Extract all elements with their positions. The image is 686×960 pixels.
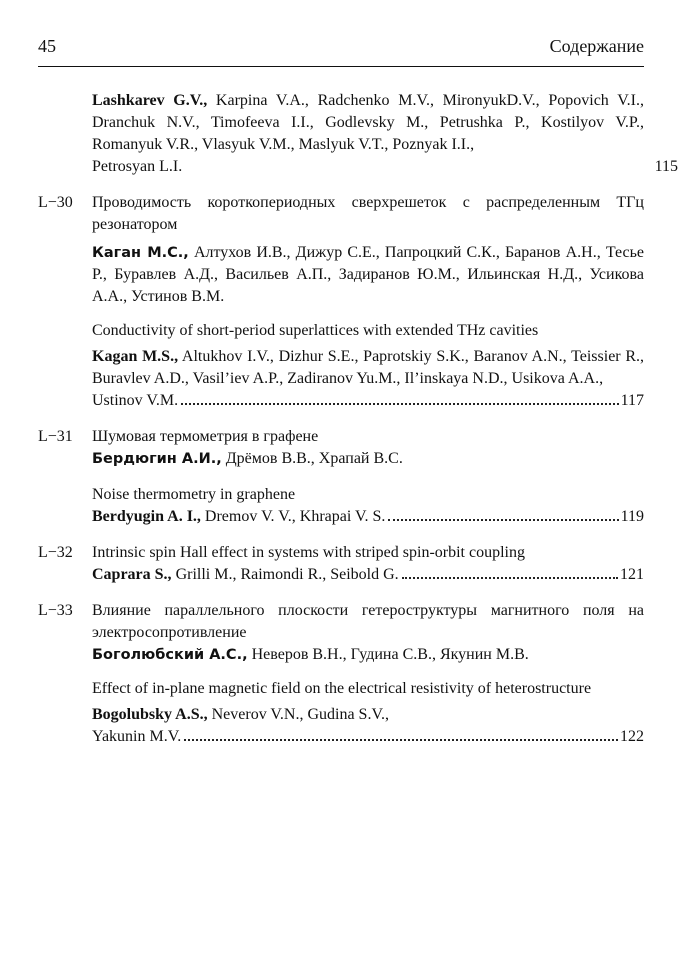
english-title: Noise thermometry in graphene [92, 486, 296, 503]
authors-rest: Karpina V.A., Radchenko M.V., MironyukD.V., Popovich V.I., Dranchuk N.V., Timofeeva I.I., Godlevsky M., Petrushka P., Kostilyov V.P., Romanyuk V.R., Vlasyuk V.M., Maslyuk V.T., Poznyak I.I., [92, 92, 645, 153]
entry-code: L−30 [38, 194, 73, 211]
authors-rest: Неверов В.Н., Гудина С.В., Якунин М.В. [251, 646, 529, 663]
running-header [38, 36, 644, 64]
first-author: Caprara S., [92, 566, 172, 583]
authors-rest: Дрёмов В.В., Храпай В.С. [225, 450, 403, 467]
authors-rest: Altukhov I.V., Dizhur S.E., Paprotskiy S.K., Baranov A.N., Teissier R., Buravlev A.D., Vasil’iev A.P., Zadiranov Yu.M., Il’inskaya N.D., Usikova A.A., [92, 348, 645, 387]
russian-authors [92, 242, 644, 308]
toc-entry [38, 192, 644, 412]
entry-page-number: 122 [620, 728, 644, 745]
first-author: Lashkarev G.V., [92, 92, 208, 109]
english-authors [92, 564, 644, 586]
authors-last-line: Petrosyan L.I. [92, 158, 183, 175]
section-title: Содержание [549, 36, 644, 56]
first-author: Каган М.С., [92, 245, 189, 261]
header-rule [38, 66, 644, 67]
english-authors [92, 506, 644, 528]
english-authors [92, 90, 678, 178]
page-number: 45 [38, 36, 56, 56]
authors-rest: Neverov V.N., Gudina S.V., [211, 706, 389, 723]
english-authors [92, 704, 644, 726]
entry-page-number: 121 [620, 566, 644, 583]
english-title: Effect of in-plane magnetic field on the electrical resistivity of heterostructure [92, 680, 592, 697]
first-author: Bogolubsky A.S., [92, 706, 208, 723]
toc-entry [38, 542, 644, 586]
entry-code: L−32 [38, 544, 73, 561]
russian-title: Проводимость короткопериодных сверхрешеток с распределенным ТГц резонатором [92, 194, 644, 233]
entry-code: L−33 [38, 602, 73, 619]
entry-code: L−31 [38, 428, 73, 445]
toc-entry [38, 600, 644, 748]
russian-authors [92, 448, 644, 470]
first-author: Бердюгин А.И., [92, 451, 222, 467]
dot-leader [402, 577, 618, 579]
russian-authors [92, 644, 644, 666]
russian-title: Влияние параллельного плоскости гетероструктуры магнитного поля на электросопротивление [92, 602, 644, 641]
english-title: Intrinsic spin Hall effect in systems with striped spin-orbit coupling [92, 544, 525, 561]
entry-page-number: 117 [620, 392, 644, 409]
first-author: Berdyugin A. I., [92, 508, 201, 525]
toc-entry [38, 90, 678, 178]
toc-list [38, 90, 678, 762]
dot-leader [184, 739, 618, 741]
english-title: Conductivity of short-period superlattices with extended THz cavities [92, 322, 539, 339]
first-author: Боголюбский А.С., [92, 647, 248, 663]
dot-leader [181, 403, 618, 405]
dot-leader [388, 519, 618, 521]
english-authors [92, 346, 644, 390]
authors-last-line: Ustinov V.M. 117 [92, 390, 644, 412]
russian-title: Шумовая термометрия в графене [92, 428, 319, 445]
authors-last-line: Yakunin M.V. 122 [92, 726, 644, 748]
authors-last-line: Dremov V. V., Khrapai V. S. [204, 508, 386, 525]
authors-rest: Алтухов И.В., Дижур С.Е., Папроцкий С.К., Баранов А.Н., Тесье Р., Буравлев А.Д., Васильев А.П., Задиранов Ю.М., Ильинская Н.Д., Усикова А.А., Устинов В.М. [92, 244, 645, 305]
toc-entry [38, 426, 644, 528]
first-author: Kagan M.S., [92, 348, 179, 365]
authors-last-line: Grilli M., Raimondi R., Seibold G. [175, 566, 399, 583]
entry-page-number: 119 [620, 508, 644, 525]
entry-page-number: 115 [654, 158, 678, 175]
